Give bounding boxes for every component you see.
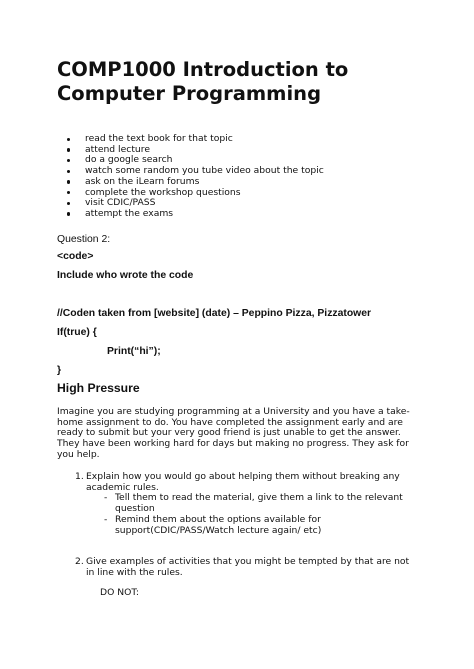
paragraph-line: you help. — [57, 448, 100, 460]
list-item: read the text book for that topic — [65, 134, 324, 145]
bullet-icon — [67, 138, 70, 141]
bullet-icon — [67, 191, 70, 194]
paragraph-line: They have been working hard for days but making no progress. They ask for — [57, 438, 409, 450]
item-2-number: 2. — [75, 556, 84, 567]
bullet-icon — [67, 212, 70, 215]
item-1-line: academic rules. — [86, 481, 159, 493]
list-item: watch some random you tube video about the topic — [65, 166, 324, 177]
item-2-line: in line with the rules. — [86, 566, 183, 578]
section-heading: High Pressure — [57, 381, 140, 395]
code-tag: <code> — [57, 251, 94, 262]
title-line-1: COMP1000 Introduction to — [57, 58, 349, 81]
list-item: do a google search — [65, 155, 324, 166]
sub-item-line: Remind them about the options available for — [115, 513, 321, 525]
list-item: complete the workshop questions — [65, 188, 324, 199]
question-label: Question 2: — [57, 234, 111, 245]
code-if-line: If(true) { — [57, 327, 97, 338]
list-item: ask on the iLearn forums — [65, 177, 324, 188]
code-comment: //Coden taken from [website] (date) – Peppino Pizza, Pizzatower — [57, 308, 372, 319]
paragraph-line: ready to submit but your very good friend is just unable to get the answer. — [57, 427, 401, 439]
paragraph-line: Imagine you are studying programming at a University and you have a take- — [57, 406, 410, 417]
code-print-line: Print(“hi”); — [107, 346, 161, 357]
document-title — [57, 58, 457, 106]
dash-icon: - — [104, 492, 108, 504]
title-line-2: Computer Programming — [57, 82, 322, 105]
sub-item-line: question — [115, 503, 155, 515]
bullet-icon — [67, 202, 70, 205]
include-note: Include who wrote the code — [57, 270, 194, 281]
item-1-number: 1. — [75, 471, 84, 482]
list-item: attend lecture — [65, 145, 324, 156]
bullet-icon — [67, 170, 70, 173]
do-not-label: DO NOT: — [100, 587, 140, 598]
code-close-brace: } — [57, 365, 62, 376]
list-item: visit CDIC/PASS — [65, 198, 324, 209]
item-2-line: Give examples of activities that you might be tempted by that are not — [86, 556, 410, 567]
scenario-paragraph — [57, 407, 429, 461]
bullet-icon — [67, 180, 70, 183]
list-item: attempt the exams — [65, 209, 324, 220]
sub-item-line: Tell them to read the material, give them a link to the relevant — [115, 492, 403, 504]
bullet-icon — [67, 148, 70, 151]
bullet-icon — [67, 159, 70, 162]
dash-icon: - — [104, 513, 108, 525]
paragraph-line: home assignment to do. You have completed the assignment early and are — [57, 416, 403, 428]
study-options-list — [65, 134, 324, 220]
sub-item-line: support(CDIC/PASS/Watch lecture again/ etc) — [115, 524, 322, 536]
item-1-line: Explain how you would go about helping them without breaking any — [86, 471, 400, 482]
